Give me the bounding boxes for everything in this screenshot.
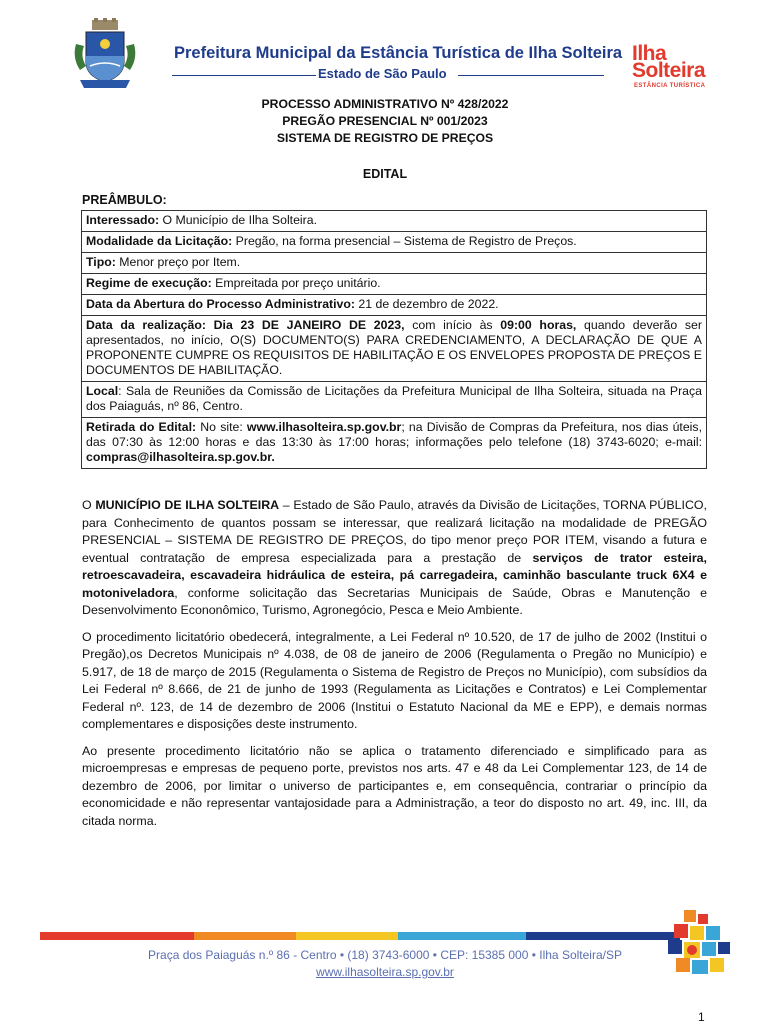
local-cell (82, 382, 707, 418)
local-value: : Sala de Reuniões da Comissão de Licitações da Prefeitura Municipal de Ilha Solteira, situada na Praça dos Paiaguás, nº 86, Centro. (86, 384, 702, 413)
table-row (82, 232, 707, 253)
header-subtitle: Estado de São Paulo (318, 66, 447, 81)
realizacao-mid: com início às (404, 318, 501, 332)
p1-municipality: MUNICÍPIO DE ILHA SOLTEIRA (95, 498, 280, 512)
table-row (82, 274, 707, 295)
bar-segment (296, 932, 398, 940)
table-row (82, 253, 707, 274)
process-number: PROCESSO ADMINISTRATIVO Nº 428/2022 (261, 97, 509, 111)
modalidade-cell (82, 232, 707, 253)
header-title: Prefeitura Municipal da Estância Turística de Ilha Solteira (174, 44, 623, 62)
interessado-cell (82, 211, 707, 232)
tipo-value: Menor preço por Item. (115, 255, 241, 269)
bar-segment (526, 932, 680, 940)
logo-tagline: ESTÂNCIA TURÍSTICA (634, 83, 706, 89)
table-row (82, 418, 707, 469)
paragraph-3: Ao presente procedimento licitatório não se aplica o tratamento diferenciado e simplificado para as microempresas e empresas de pequeno porte, previstos nos arts. 47 e 48 da Lei Complementar 123, de 14 de dezembro de 2006, por limitar o universo de participantes e, em consequência, contrariar o princípio da economicidade e não representar vantajosidade para a Administração, a teor do disposto no art. 49, inc. III, da citada norma. (82, 743, 707, 828)
retirada-pre: No site: (196, 420, 247, 434)
auction-number: PREGÃO PRESENCIAL Nº 001/2023 (282, 114, 488, 128)
paragraph-2: O procedimento licitatório obedecerá, integralmente, a Lei Federal nº 10.520, de 17 de julho de 2002 (Institui o Pregão),os Decretos Municipais nº 4.038, de 08 de janeiro de 2006 (Regulamenta o Pregão no Município) e 5.917, de 18 de março de 2015 (Regulamenta o Sistema de Registro de Preços no Município), com subsídios da Lei Federal nº 8.666, de 21 de junho de 1993 (Regulamenta as Licitações e Contratos) e Lei Complementar Federal nº. 123, de 14 de dezembro de 2006 (Institui o Estatuto Nacional da ME e EPP), e demais normas complementares e disposições deste instrumento. (82, 629, 707, 731)
footer-website-link[interactable]: www.ilhasolteira.sp.gov.br (316, 965, 454, 979)
tipo-cell (82, 253, 707, 274)
retirada-mid: ; na Divisão de Compras da Prefeitura, nos dias úteis, das 07:30 às 12:00 horas e das 13:30 às 17:00 horas; informações pelo telefone (18) 3743-6020; e-mail: (86, 420, 702, 449)
logo-line-1: Ilha (632, 42, 667, 65)
p1-end: , conforme solicitação das Secretarias Municipais de Saúde, Obras e Manutenção e Desenvolvimento Econonômico, Turismo, Agronegócio, Pesca e Meio Ambiente. (82, 585, 707, 617)
tipo-label: Tipo: (86, 255, 116, 269)
preamble-heading: PREÂMBULO: (82, 193, 167, 207)
footer-color-bar (40, 932, 680, 940)
local-label: Local (86, 384, 119, 398)
abertura-value: 21 de dezembro de 2022. (355, 297, 499, 311)
bar-segment (398, 932, 526, 940)
modalidade-label: Modalidade da Licitação: (86, 234, 233, 248)
preamble-table (81, 210, 707, 469)
table-row (82, 211, 707, 232)
table-row (82, 382, 707, 418)
realizacao-cell (82, 316, 707, 382)
page-number: 1 (698, 1010, 705, 1024)
table-row (82, 295, 707, 316)
abertura-label: Data da Abertura do Processo Administrativo: (86, 297, 355, 311)
p1-mid: – Estado de São Paulo, através da Divisão de Licitações, TORNA PÚBLICO, para Conhecimento de quantos possam se interessar, que realizará licitação na modalidade de PREGÃO PRESENCIAL – SISTEMA DE REGISTRO DE PREÇOS, do tipo menor preço POR ITEM, visando a futura e eventual contratação de empresa especializada para a prestação de (82, 498, 707, 565)
table-row (82, 316, 707, 382)
paragraph-1 (82, 497, 707, 620)
retirada-cell (82, 418, 707, 469)
regime-value: Empreitada por preço unitário. (211, 276, 381, 290)
bar-segment (194, 932, 296, 940)
p1-services: serviços de trator esteira, retroescavadeira, escavadeira hidráulica de esteira, pá carregadeira, caminhão basculante truck 6X4 e motoniveladora (82, 550, 707, 600)
bar-segment (40, 932, 194, 940)
abertura-cell (82, 295, 707, 316)
realizacao-rest: quando deverão ser apresentados, no início, O(S) DOCUMENTO(S) PARA CREDENCIAMENTO, A DECLARAÇÃO DE QUE A PROPONENTE CUMPRE OS REQUISITOS DE HABILITAÇÃO E OS ENVELOPES PROPOSTA DE PREÇOS E DOCUMENTOS DE HABILITAÇÃO. (86, 318, 702, 377)
document-titles (0, 96, 770, 147)
regime-label: Regime de execução: (86, 276, 212, 290)
retirada-label: Retirada do Edital: (86, 420, 197, 434)
header-rule-right (458, 75, 604, 76)
header-subtitle-row (172, 66, 604, 82)
modalidade-value: Pregão, na forma presencial – Sistema de Registro de Preços. (232, 234, 577, 248)
interessado-value: O Município de Ilha Solteira. (159, 213, 318, 227)
coat-of-arms-icon (70, 18, 140, 90)
realizacao-label: Data da realização: Dia 23 DE JANEIRO DE 2023, (86, 318, 405, 332)
footer-address: Praça dos Paiaguás n.º 86 - Centro • (18) 3743-6000 • CEP: 15385 000 • Ilha Solteira/SP (148, 948, 622, 962)
p1-start: O (82, 498, 96, 512)
retirada-site-link[interactable]: www.ilhasolteira.sp.gov.br (246, 420, 402, 434)
edital-heading: EDITAL (362, 167, 408, 181)
page-header (70, 18, 720, 90)
registry-system: SISTEMA DE REGISTRO DE PREÇOS (276, 131, 494, 145)
logo-line-2: Solteira (632, 59, 706, 82)
regime-cell (82, 274, 707, 295)
retirada-email-link[interactable]: compras@ilhasolteira.sp.gov.br. (86, 450, 275, 464)
city-logo (632, 44, 724, 104)
header-rule-left (172, 75, 316, 76)
body-text (82, 497, 707, 839)
interessado-label: Interessado: (86, 213, 160, 227)
realizacao-time: 09:00 horas, (500, 318, 577, 332)
